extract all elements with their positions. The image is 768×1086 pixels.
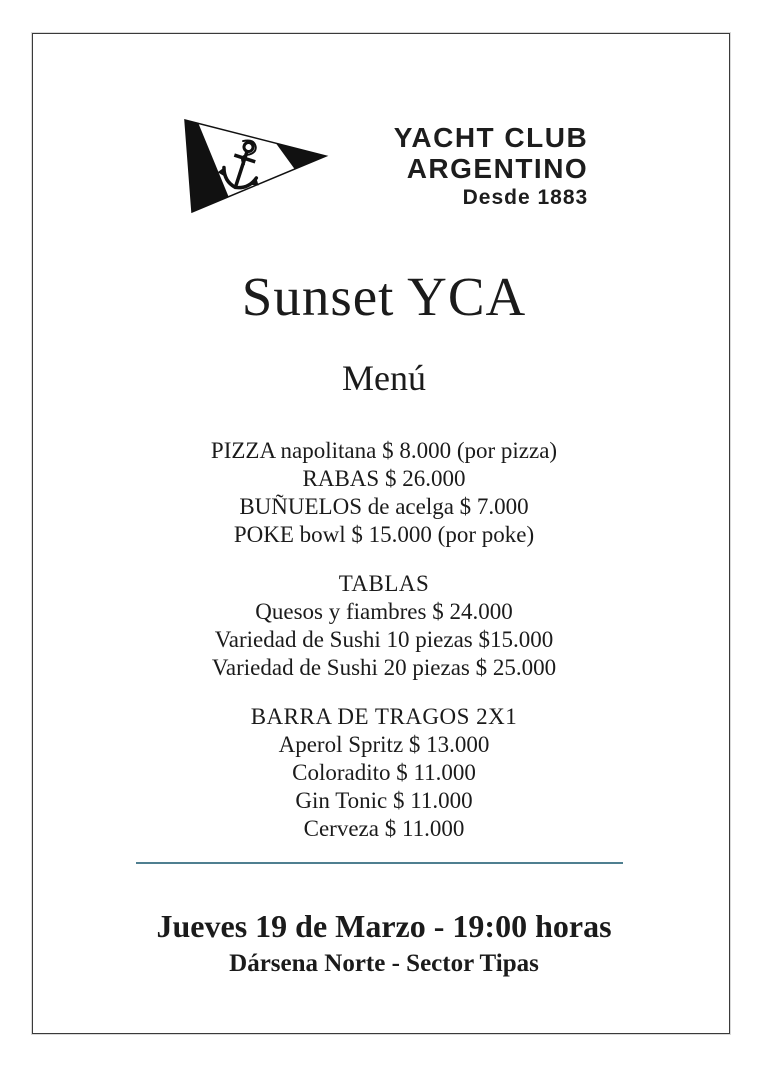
menu-item: Aperol Spritz $ 13.000 (278, 732, 490, 757)
club-wordmark (394, 122, 588, 211)
event-datetime: Jueves 19 de Marzo - 19:00 horas (156, 908, 612, 944)
burgee-pennant-anchor-icon (180, 112, 330, 220)
menu-item: RABAS $ 26.000 (302, 466, 466, 491)
menu-subtitle: Menú (342, 358, 426, 398)
menu-item: Variedad de Sushi 20 piezas $ 25.000 (211, 655, 557, 680)
menu-item: Cerveza $ 11.000 (303, 816, 465, 841)
menu-item: POKE bowl $ 15.000 (por poke) (233, 522, 535, 547)
club-name-line1: YACHT CLUB (393, 121, 589, 153)
menu-section-barra-de-tragos (0, 703, 768, 843)
divider-line (136, 862, 623, 864)
club-logo (0, 112, 768, 220)
menu-item: Gin Tonic $ 11.000 (295, 788, 473, 813)
page-title: Sunset YCA (241, 266, 527, 327)
section-title: BARRA DE TRAGOS 2X1 (250, 704, 518, 729)
section-title: TABLAS (338, 571, 430, 596)
menu-main-items (0, 437, 768, 549)
menu-item: PIZZA napolitana $ 8.000 (por pizza) (210, 438, 558, 463)
event-location: Dársena Norte - Sector Tipas (229, 950, 539, 977)
menu-item: BUÑUELOS de acelga $ 7.000 (239, 494, 529, 519)
menu-item: Coloradito $ 11.000 (292, 760, 476, 785)
club-tagline: Desde 1883 (462, 185, 589, 209)
menu-section-tablas (0, 570, 768, 682)
club-name-line2: ARGENTINO (406, 152, 589, 184)
menu-item: Quesos y fiambres $ 24.000 (255, 599, 513, 624)
menu-item: Variedad de Sushi 10 piezas $15.000 (214, 627, 554, 652)
